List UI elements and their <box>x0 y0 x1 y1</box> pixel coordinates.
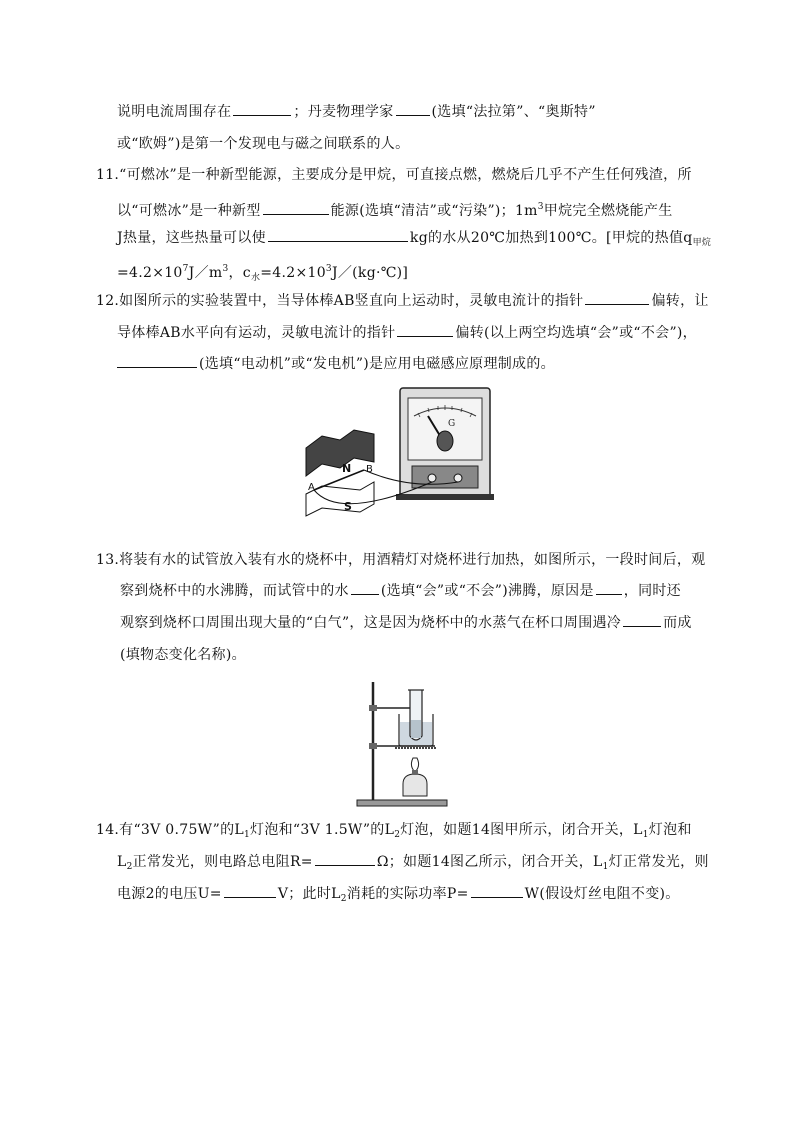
point-b-label: B <box>366 464 373 475</box>
subscript: 1 <box>642 830 649 840</box>
q10-text: ；丹麦物理学家 <box>293 104 394 120</box>
subscript: 2 <box>394 830 401 840</box>
south-pole-label: S <box>344 500 352 513</box>
needle-pivot <box>437 431 453 451</box>
galvanometer-label: G <box>448 419 456 429</box>
q14-text: 灯泡和“3V 1.5W”的L <box>250 822 395 838</box>
terminal-positive <box>454 474 462 482</box>
subscript: 2 <box>340 894 347 904</box>
lamp-wick-holder <box>412 770 418 775</box>
q14-text: W(假设灯丝电阻不变)。 <box>524 886 680 902</box>
q11-line4 <box>117 258 408 289</box>
q14-text: 电源2的电压U= <box>117 886 222 902</box>
q14-text: 灯泡，如题14图甲所示，闭合开关，L <box>400 822 643 838</box>
clamp-boss <box>369 705 377 711</box>
q11-line3 <box>117 227 711 254</box>
q13-text: (填物态变化名称)。 <box>120 647 246 663</box>
alcohol-lamp <box>403 774 427 796</box>
galvanometer-base <box>412 466 478 488</box>
q12-text: (选填“电动机”或“发电机”)是应用电磁感应原理制成的。 <box>199 356 555 372</box>
subscript: 1 <box>243 830 251 840</box>
q13-line3 <box>120 612 692 634</box>
q12-line2 <box>117 322 697 344</box>
question-number: 11. <box>96 167 120 183</box>
q11-text: “可燃冰”是一种新型能源，主要成分是甲烷，可直接点燃，燃烧后几乎不产生任何残渣，所 <box>119 167 692 183</box>
q10-text: (选填“法拉第”、“奥斯特” <box>431 104 596 120</box>
q11-line2 <box>117 196 673 222</box>
stand-base <box>357 800 447 806</box>
q12-text: 偏转(以上两空均选填“会”或“不会”)， <box>455 325 697 341</box>
q14-text: Ω；如题14图乙所示，闭合开关，L <box>376 854 603 870</box>
point-a-label: A <box>308 482 315 493</box>
q10-blank-2[interactable] <box>396 101 430 116</box>
q11-text: J／(kg·℃)] <box>331 265 409 281</box>
q14-text: L <box>117 854 127 870</box>
q13-blank-1[interactable] <box>351 580 379 595</box>
north-pole-label: N <box>342 462 352 475</box>
q14-blank-2[interactable] <box>224 883 276 898</box>
superscript: 7 <box>182 264 189 274</box>
q11-text: =4.2×10 <box>117 265 183 281</box>
q12-blank-3[interactable] <box>117 353 197 368</box>
q12-blank-2[interactable] <box>397 322 453 337</box>
q11-line1 <box>96 164 692 186</box>
q13-text: 而成 <box>663 615 692 631</box>
question-number: 14. <box>96 822 120 838</box>
galvanometer-foot <box>396 494 494 500</box>
q11-text: kg的水从20℃加热到100℃。[甲烷的热值q <box>409 230 693 246</box>
q11-text: J／m <box>188 265 223 281</box>
superscript: 3 <box>537 202 544 212</box>
q14-line3 <box>117 883 680 910</box>
electromagnetic-induction-figure <box>300 386 500 536</box>
q11-text: 甲烷完全燃烧能产生 <box>543 203 673 219</box>
q13-text: 将装有水的试管放入装有水的烧杯中，用酒精灯对烧杯进行加热，如图所示，一段时间后，观 <box>119 552 706 568</box>
q14-text: 消耗的实际功率P= <box>346 886 469 902</box>
q12-text: 如图所示的实验装置中，当导体棒AB竖直向上运动时，灵敏电流计的指针 <box>119 293 584 309</box>
q10-blank-1[interactable] <box>233 101 291 116</box>
q11-text: 以“可燃冰”是一种新型 <box>117 203 261 219</box>
q12-text: 偏转，让 <box>651 293 709 309</box>
q14-text: 灯泡和 <box>648 822 692 838</box>
superscript: 3 <box>325 264 332 274</box>
q13-text: ，同时还 <box>623 583 681 599</box>
q14-line1 <box>96 819 692 846</box>
q14-blank-1[interactable] <box>315 851 375 866</box>
q11-text: =4.2×10 <box>260 265 326 281</box>
q14-blank-3[interactable] <box>471 883 523 898</box>
question-number: 13. <box>96 552 120 568</box>
subscript: 甲烷 <box>692 238 712 248</box>
q11-blank-3[interactable] <box>268 227 408 242</box>
q13-blank-3[interactable] <box>623 612 661 627</box>
q10-line1 <box>117 101 596 123</box>
q13-line4 <box>120 644 246 666</box>
q13-blank-2[interactable] <box>596 580 622 595</box>
q12-text: 导体棒AB水平向有运动，灵敏电流计的指针 <box>117 325 396 341</box>
question-number: 12. <box>96 293 120 309</box>
q12-line3 <box>117 353 555 375</box>
ring-boss <box>369 743 377 749</box>
conductor-ab <box>314 470 364 490</box>
q13-line1 <box>96 549 705 571</box>
flame <box>411 758 418 772</box>
test-tube-water <box>411 720 421 738</box>
q11-text: J热量，这些热量可以使 <box>117 230 266 246</box>
q11-text: ，c <box>228 265 251 281</box>
terminal-negative <box>428 474 436 482</box>
q13-line2 <box>120 580 681 602</box>
subscript: 水 <box>250 273 261 283</box>
superscript: 3 <box>222 264 229 274</box>
boiling-experiment-figure <box>355 680 451 808</box>
q10-text: 或“欧姆”)是第一个发现电与磁之间联系的人。 <box>117 136 410 152</box>
q14-text: 有“3V 0.75W”的L <box>119 822 244 838</box>
magnet-bottom <box>306 482 374 516</box>
q12-line1 <box>96 290 709 312</box>
q14-text: 正常发光，则电路总电阻R= <box>132 854 313 870</box>
magnet-top <box>306 430 374 476</box>
q12-blank-1[interactable] <box>585 290 649 305</box>
q13-text: (选填“会”或“不会”)沸腾，原因是 <box>380 583 594 599</box>
q11-blank-1[interactable] <box>263 200 329 215</box>
q14-text: 灯正常发光，则 <box>608 854 709 870</box>
q11-text: 能源(选填“清洁”或“污染”)；1m <box>330 203 538 219</box>
q13-text: 观察到烧杯口周围出现大量的“白气”，这是因为烧杯中的水蒸气在杯口周围遇冷 <box>120 615 622 631</box>
subscript: 2 <box>126 862 133 872</box>
q10-line2 <box>117 133 409 155</box>
q14-line2 <box>117 851 709 878</box>
q13-text: 察到烧杯中的水沸腾，而试管中的水 <box>120 583 349 599</box>
q14-text: V；此时L <box>277 886 341 902</box>
subscript: 1 <box>602 862 609 872</box>
q10-text: 说明电流周围存在 <box>117 104 232 120</box>
